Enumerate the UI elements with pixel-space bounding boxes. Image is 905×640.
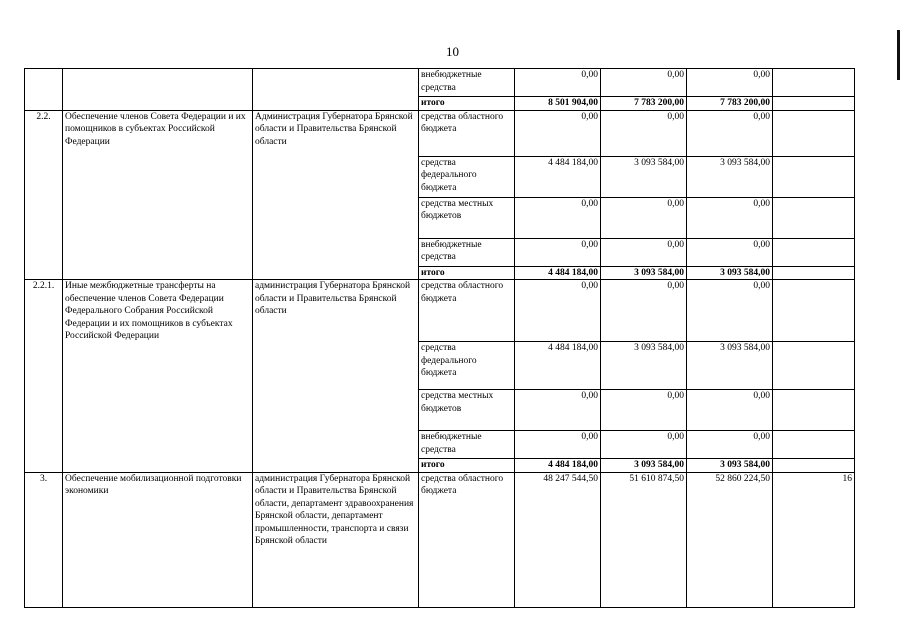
funding-source-cell: итого — [419, 97, 515, 111]
executor-cell: администрация Губернатора Брянской области и Правительства Брянской области — [253, 280, 419, 473]
amount-year1-cell: 4 484 184,00 — [515, 266, 601, 280]
budget-table-body — [25, 69, 855, 608]
indicator-cell — [773, 266, 855, 280]
indicator-cell — [773, 280, 855, 342]
indicator-cell — [773, 238, 855, 266]
amount-year1-cell: 4 484 184,00 — [515, 459, 601, 473]
item-name-cell: Обеспечение мобилизационной подготовки экономики — [63, 472, 253, 607]
amount-year1-cell: 4 484 184,00 — [515, 156, 601, 197]
indicator-cell: 16 — [773, 472, 855, 607]
indicator-cell — [773, 390, 855, 431]
indicator-cell — [773, 459, 855, 473]
indicator-cell — [773, 342, 855, 390]
amount-year2-cell: 0,00 — [601, 110, 687, 156]
amount-year2-cell: 3 093 584,00 — [601, 342, 687, 390]
funding-source-cell: средства федерального бюджета — [419, 156, 515, 197]
indicator-cell — [773, 97, 855, 111]
indicator-cell — [773, 69, 855, 97]
funding-source-cell: внебюджетные средства — [419, 69, 515, 97]
page-number: 10 — [446, 44, 459, 59]
indicator-cell — [773, 197, 855, 238]
scan-edge-mark — [897, 30, 900, 80]
amount-year2-cell: 3 093 584,00 — [601, 459, 687, 473]
indicator-cell — [773, 156, 855, 197]
amount-year3-cell: 0,00 — [687, 238, 773, 266]
executor-cell: Администрация Губернатора Брянской области и Правительства Брянской области — [253, 110, 419, 280]
funding-source-cell: средства областного бюджета — [419, 280, 515, 342]
funding-source-cell: итого — [419, 266, 515, 280]
table-row — [25, 472, 855, 607]
amount-year2-cell: 7 783 200,00 — [601, 97, 687, 111]
amount-year2-cell: 0,00 — [601, 197, 687, 238]
executor-cell: администрация Губернатора Брянской области и Правительства Брянской области, департамент здравоохранения Брянской области, департамент промышленности, транспорта и связи Брянской области — [253, 472, 419, 607]
amount-year2-cell: 3 093 584,00 — [601, 266, 687, 280]
amount-year3-cell: 52 860 224,50 — [687, 472, 773, 607]
amount-year2-cell: 0,00 — [601, 390, 687, 431]
amount-year3-cell: 0,00 — [687, 431, 773, 459]
amount-year1-cell: 48 247 544,50 — [515, 472, 601, 607]
amount-year3-cell: 3 093 584,00 — [687, 459, 773, 473]
table-row — [25, 69, 855, 97]
amount-year3-cell: 3 093 584,00 — [687, 266, 773, 280]
table-row — [25, 280, 855, 342]
amount-year2-cell: 3 093 584,00 — [601, 156, 687, 197]
table-row — [25, 110, 855, 156]
funding-source-cell: средства местных бюджетов — [419, 390, 515, 431]
funding-source-cell: средства местных бюджетов — [419, 197, 515, 238]
amount-year3-cell: 0,00 — [687, 110, 773, 156]
funding-source-cell: средства областного бюджета — [419, 110, 515, 156]
item-name-cell: Обеспечение членов Совета Федерации и их помощников в субъектах Российской Федерации — [63, 110, 253, 280]
funding-source-cell: внебюджетные средства — [419, 431, 515, 459]
item-code-cell: 2.2. — [25, 110, 63, 280]
amount-year1-cell: 0,00 — [515, 110, 601, 156]
amount-year3-cell: 0,00 — [687, 390, 773, 431]
amount-year3-cell: 3 093 584,00 — [687, 342, 773, 390]
budget-table — [24, 68, 855, 608]
item-name-cell: Иные межбюджетные трансферты на обеспечение членов Совета Федерации Федерального Собрания Российской Федерации и их помощников в субъектах Российской Федерации — [63, 280, 253, 473]
item-code-cell: 2.2.1. — [25, 280, 63, 473]
amount-year2-cell: 0,00 — [601, 431, 687, 459]
funding-source-cell: средства областного бюджета — [419, 472, 515, 607]
amount-year1-cell: 0,00 — [515, 431, 601, 459]
item-code-cell — [25, 69, 63, 111]
item-name-cell — [63, 69, 253, 111]
amount-year2-cell: 0,00 — [601, 280, 687, 342]
amount-year2-cell: 0,00 — [601, 69, 687, 97]
amount-year1-cell: 4 484 184,00 — [515, 342, 601, 390]
amount-year3-cell: 0,00 — [687, 197, 773, 238]
amount-year3-cell: 0,00 — [687, 69, 773, 97]
amount-year3-cell: 7 783 200,00 — [687, 97, 773, 111]
amount-year1-cell: 0,00 — [515, 69, 601, 97]
funding-source-cell: внебюджетные средства — [419, 238, 515, 266]
item-code-cell: 3. — [25, 472, 63, 607]
amount-year1-cell: 8 501 904,00 — [515, 97, 601, 111]
amount-year1-cell: 0,00 — [515, 238, 601, 266]
amount-year1-cell: 0,00 — [515, 280, 601, 342]
amount-year2-cell: 51 610 874,50 — [601, 472, 687, 607]
amount-year2-cell: 0,00 — [601, 238, 687, 266]
amount-year3-cell: 3 093 584,00 — [687, 156, 773, 197]
amount-year1-cell: 0,00 — [515, 390, 601, 431]
funding-source-cell: средства федерального бюджета — [419, 342, 515, 390]
amount-year3-cell: 0,00 — [687, 280, 773, 342]
executor-cell — [253, 69, 419, 111]
funding-source-cell: итого — [419, 459, 515, 473]
indicator-cell — [773, 431, 855, 459]
amount-year1-cell: 0,00 — [515, 197, 601, 238]
indicator-cell — [773, 110, 855, 156]
